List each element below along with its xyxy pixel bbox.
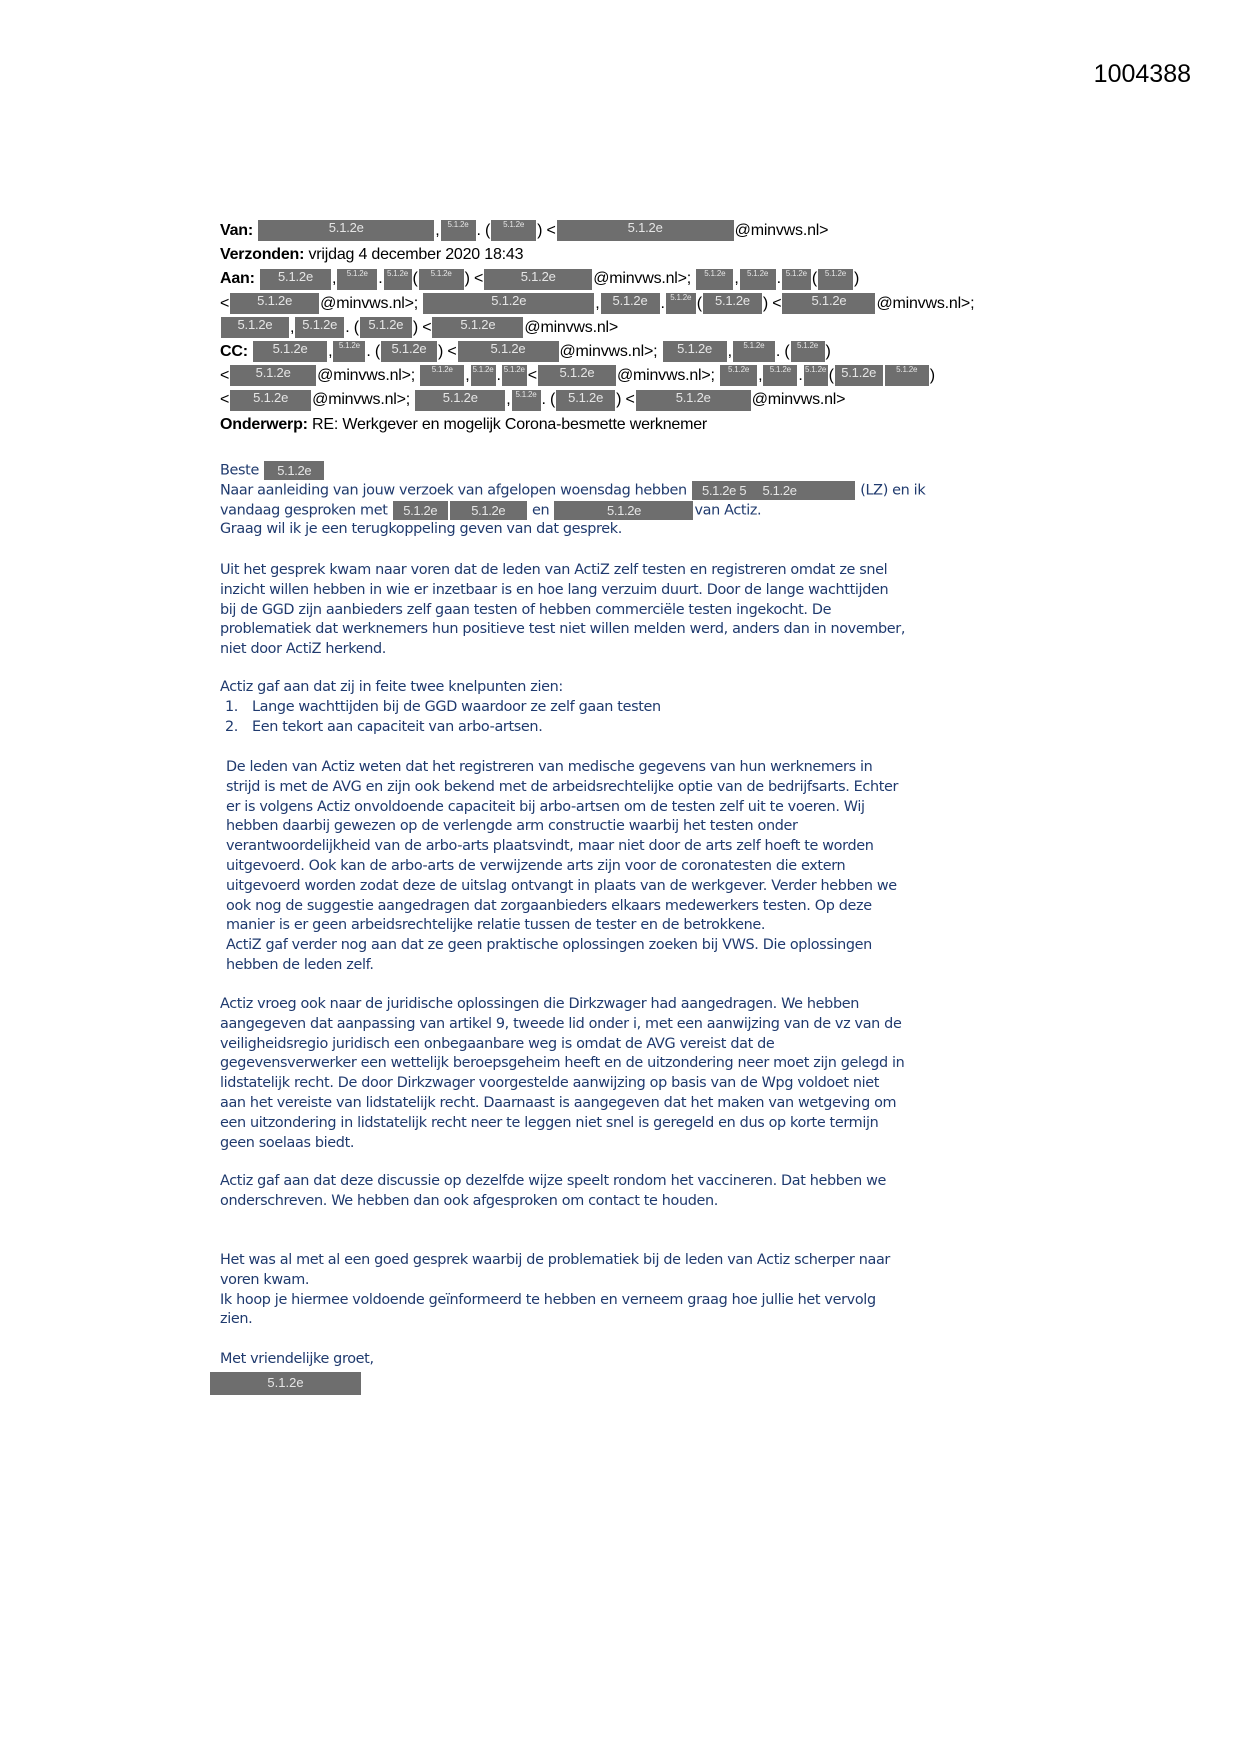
header-text: @minvws.nl>;	[559, 342, 662, 360]
intro-text: Naar aanleiding van jouw verzoek van afgelopen woensdag hebben	[220, 482, 687, 499]
text-line: gegevensverwerker een wettelijk beroepsgeheim heeft en de uitzondering neer moet zijn gelegd in	[220, 1055, 905, 1072]
paragraph-3	[226, 758, 898, 976]
intro-text: vandaag gesproken met	[220, 502, 388, 519]
text-line: zien.	[220, 1311, 253, 1328]
header-text: <	[220, 294, 230, 312]
redaction: 5.1.2e	[835, 365, 883, 386]
redaction: 5.1.2e	[258, 220, 434, 241]
header-label: CC:	[220, 342, 253, 360]
greeting: Beste	[220, 462, 259, 479]
text-line: ActiZ gaf verder nog aan dat ze geen praktische oplossingen zoeken bij VWS. Die oplossingen	[226, 937, 872, 954]
text-line: lidstatelijk recht. De door Dirkzwager voorgestelde aanwijzing op basis van de Wpg voldoet niet	[220, 1075, 880, 1092]
text-line: er is volgens Actiz onvoldoende capaciteit bij arbo-artsen om de testen zelf uit te voeren. Wij	[226, 798, 865, 815]
redaction: 5.1.2e	[337, 269, 377, 290]
header-text: )	[853, 270, 860, 288]
text-line: hebben daarbij gewezen op de verlengde arm constructie waarbij het testen onder	[226, 818, 798, 835]
text-line: voren kwam.	[220, 1271, 310, 1288]
header-line	[220, 219, 974, 243]
paragraph-text: Actiz gaf aan dat zij in feite twee knelpunten zien:	[220, 679, 563, 695]
redaction: 5.1.2e	[295, 317, 344, 338]
header-line	[220, 292, 974, 316]
redaction: 5.1.2e	[381, 341, 437, 362]
closing: Met vriendelijke groet,	[220, 1351, 374, 1367]
redaction: 5.1.2e	[264, 461, 324, 480]
text-line: Het was al met al een goed gesprek waarbij de problematiek bij de leden van Actiz scherper naar	[220, 1252, 890, 1268]
redaction: 5.1.2e	[557, 220, 734, 241]
redaction: 5.1.2e	[885, 365, 929, 386]
header-text: @minvws.nl>;	[616, 367, 720, 385]
header-text: @minvws.nl>;	[320, 294, 423, 312]
header-text: ,	[758, 367, 763, 385]
header-text: . (	[366, 342, 380, 360]
header-text: @minvws.nl>;	[312, 391, 415, 409]
redaction: 5.1.2e	[763, 365, 797, 386]
redaction: 5.1.2e	[360, 317, 412, 338]
text-line: verantwoordelijkheid van de arbo-arts plaatsvindt, maar niet door de arts zelf hoeft te worden	[226, 838, 874, 855]
redaction: 5.1.2e	[782, 293, 875, 314]
text-line: Actiz gaf aan dat deze discussie op dezelfde wijze speelt rondom het vaccineren. Dat hebben we	[220, 1173, 886, 1189]
text-line: aan het vereiste van lidstatelijk recht. Daarnaast is aangegeven dat het maken van wetgeving om	[220, 1094, 897, 1111]
redaction: 5.1.2e	[556, 390, 615, 411]
header-text: ,	[332, 270, 337, 288]
header-text: .	[660, 294, 665, 312]
text-line: uitgevoerd worden zodat deze de uitslag ontvangt in plaats van de werkgever. Verder hebben we	[226, 877, 897, 894]
redaction: 5.1.2e	[333, 341, 365, 362]
header-text: ,	[465, 367, 470, 385]
intro-paragraph	[220, 461, 925, 540]
redaction: 5.1.2e	[415, 390, 505, 411]
header-text: . (	[775, 342, 790, 360]
paragraph-2	[220, 678, 661, 737]
header-text: ,	[727, 342, 732, 360]
redaction: 5.1.2e	[554, 501, 693, 520]
header-text: .	[776, 270, 781, 288]
redaction: 5.1.2e	[419, 269, 464, 290]
header-text: (	[811, 270, 817, 288]
header-text: .	[378, 270, 383, 288]
redaction: 5.1.2e	[230, 390, 311, 411]
header-text: )	[929, 367, 935, 385]
header-line	[220, 340, 974, 364]
redaction: 5.1.2e	[253, 341, 327, 362]
header-text: ,	[328, 342, 333, 360]
text-line: ook nog de suggestie aangedragen dat zorgaanbieders elkaars medewerkers testen. Op deze	[226, 897, 872, 914]
redaction: 5.1.2e	[221, 317, 289, 338]
header-text: <	[220, 367, 230, 385]
text-line: aangegeven dat aanpassing van artikel 9, tweede lid onder i, met een aanwijzing van de vz van de	[220, 1015, 902, 1032]
redaction: 5.1.2e	[720, 365, 757, 386]
text-line: hebben de leden zelf.	[226, 956, 374, 973]
text-line: een uitzondering in lidstatelijk recht neer te leggen niet snel is geregeld en dus op korte termijn	[220, 1114, 879, 1131]
header-label: Aan:	[220, 270, 260, 288]
paragraph-6	[220, 1251, 890, 1330]
header-text: ,	[435, 222, 440, 239]
header-text: RE: Werkgever en mogelijk Corona-besmette werknemer	[312, 415, 708, 433]
header-text: . (	[541, 391, 556, 409]
redaction: 5.1.2e	[502, 365, 527, 386]
header-text: @minvws.nl>;	[593, 270, 696, 288]
header-text: .	[798, 367, 803, 385]
header-line	[220, 267, 974, 291]
redaction: 5.1.2e	[260, 269, 331, 290]
text-line: strijd is met de AVG en zijn ook bekend met de arbeidsrechtelijke optie van de bedrijfsarts. Echter	[226, 778, 899, 795]
redaction: 5.1.2e	[696, 269, 733, 290]
redaction: 5.1.2e	[512, 390, 541, 411]
redaction: 5.1.2e	[663, 341, 727, 362]
text-line: Uit het gesprek kwam naar voren dat de leden van ActiZ zelf testen en registreren omdat ze snel	[220, 562, 888, 578]
document-number: 1004388	[1093, 60, 1191, 88]
header-line	[220, 413, 974, 437]
redaction: 5.1.2e	[538, 365, 616, 386]
text-line: manier is er geen arbeidsrechtelijke relatie tussen de tester en de betrokkene.	[226, 917, 766, 934]
text-line: inzicht willen hebben in wie er inzetbaar is en hoe lang verzuim duurt. Door de lange wachttijden	[220, 581, 889, 598]
redaction: 5.1.2e	[423, 293, 594, 314]
header-text: ) <	[616, 391, 635, 409]
header-text: vrijdag 4 december 2020 18:43	[308, 246, 524, 264]
signature-redaction: 5.1.2e	[210, 1372, 361, 1395]
text-line: De leden van Actiz weten dat het registreren van medische gegevens van hun werknemers in	[226, 759, 873, 775]
header-text: ,	[595, 294, 600, 312]
header-text: .	[496, 367, 501, 385]
redaction: 5.1.2e	[432, 317, 523, 338]
redaction: 5.1.2e	[458, 341, 559, 362]
redaction: 5.1.2e	[740, 269, 776, 290]
text-line: veiligheidsregio juridisch een onbegaanbare weg is omdat de AVG vereist dat de	[220, 1035, 775, 1052]
redaction: 5.1.2e	[703, 293, 762, 314]
header-text: ,	[734, 270, 739, 288]
header-text: ) <	[537, 222, 556, 239]
text-line: geen soelaas biedt.	[220, 1134, 355, 1151]
redaction: 5.1.2e 5 5.1.2e	[692, 481, 855, 500]
redaction: 5.1.2e	[441, 220, 476, 241]
header-line	[220, 243, 974, 267]
paragraph-1	[220, 561, 905, 660]
text-line: uitgevoerd. Ook kan de arbo-arts de verwijzende arts zijn voor de coronatesten die extern	[226, 857, 846, 874]
redaction: 5.1.2e	[733, 341, 775, 362]
header-text: @minvws.nl>	[524, 318, 619, 336]
redaction: 5.1.2e	[230, 293, 319, 314]
redaction: 5.1.2e	[804, 365, 828, 386]
header-text: <	[220, 391, 230, 409]
header-text: )	[825, 342, 831, 360]
list-item: 2. Een tekort aan capaciteit van arbo-artsen.	[224, 718, 543, 735]
list-item: 1. Lange wachttijden bij de GGD waardoor ze zelf gaan testen	[224, 698, 661, 715]
header-label: Onderwerp:	[220, 415, 313, 433]
redaction: 5.1.2e	[601, 293, 660, 314]
header-text: ) <	[762, 294, 782, 312]
intro-text: (LZ) en ik	[860, 482, 926, 499]
header-line	[220, 316, 974, 340]
redaction: 5.1.2e	[666, 293, 696, 314]
header-text: (	[412, 270, 418, 288]
header-text: ,	[290, 318, 295, 336]
redaction: 5.1.2e	[420, 365, 464, 386]
email-header	[220, 219, 974, 437]
redaction: 5.1.2e	[484, 269, 592, 290]
text-line: bij de GGD zijn aanbieders zelf gaan testen of hebben commerciële testen ingekocht. De	[220, 601, 832, 618]
redaction: 5.1.2e	[230, 365, 316, 386]
header-text: @minvws.nl>	[751, 391, 846, 409]
header-text: ,	[506, 391, 511, 409]
redaction: 5.1.2e	[471, 365, 496, 386]
header-line	[220, 388, 974, 412]
header-text: @minvws.nl>;	[317, 367, 420, 385]
paragraph-4	[220, 995, 904, 1153]
header-text: (	[828, 367, 834, 385]
redaction: 5.1.2e	[782, 269, 811, 290]
intro-text: Graag wil ik je een terugkoppeling geven van dat gesprek.	[220, 521, 623, 538]
redaction: 5.1.2e	[491, 220, 536, 241]
header-text: (	[696, 294, 702, 312]
header-text: ) <	[464, 270, 484, 288]
header-text: ) <	[412, 318, 432, 336]
header-label: Verzonden:	[220, 246, 309, 264]
redaction: 5.1.2e	[384, 269, 412, 290]
header-text: <	[527, 367, 537, 385]
redaction: 5.1.2e	[636, 390, 751, 411]
redaction: 5.1.2e	[450, 501, 527, 520]
intro-text: en	[531, 502, 550, 519]
header-line	[220, 364, 974, 388]
text-line: problematiek dat werknemers hun positieve test niet willen melden werd, anders dan in november,	[220, 621, 906, 638]
header-text: @minvws.nl>;	[876, 294, 975, 312]
text-line: niet door ActiZ herkend.	[220, 641, 386, 658]
redaction: 5.1.2e	[393, 501, 448, 520]
text-line: onderschreven. We hebben dan ook afgesproken om contact te houden.	[220, 1192, 719, 1209]
intro-text: van Actiz.	[694, 502, 762, 519]
header-label: Van:	[220, 222, 258, 239]
header-text: ) <	[437, 342, 457, 360]
header-text: @minvws.nl>	[734, 222, 829, 239]
paragraph-5	[220, 1172, 886, 1212]
header-text: . (	[476, 222, 491, 239]
header-text: . (	[345, 318, 359, 336]
text-line: Actiz vroeg ook naar de juridische oplossingen die Dirkzwager had aangedragen. We hebben	[220, 996, 860, 1012]
redaction: 5.1.2e	[791, 341, 825, 362]
redaction: 5.1.2e	[818, 269, 853, 290]
text-line: Ik hoop je hiermee voldoende geïnformeerd te hebben en verneem graag hoe jullie het vervolg	[220, 1291, 876, 1308]
